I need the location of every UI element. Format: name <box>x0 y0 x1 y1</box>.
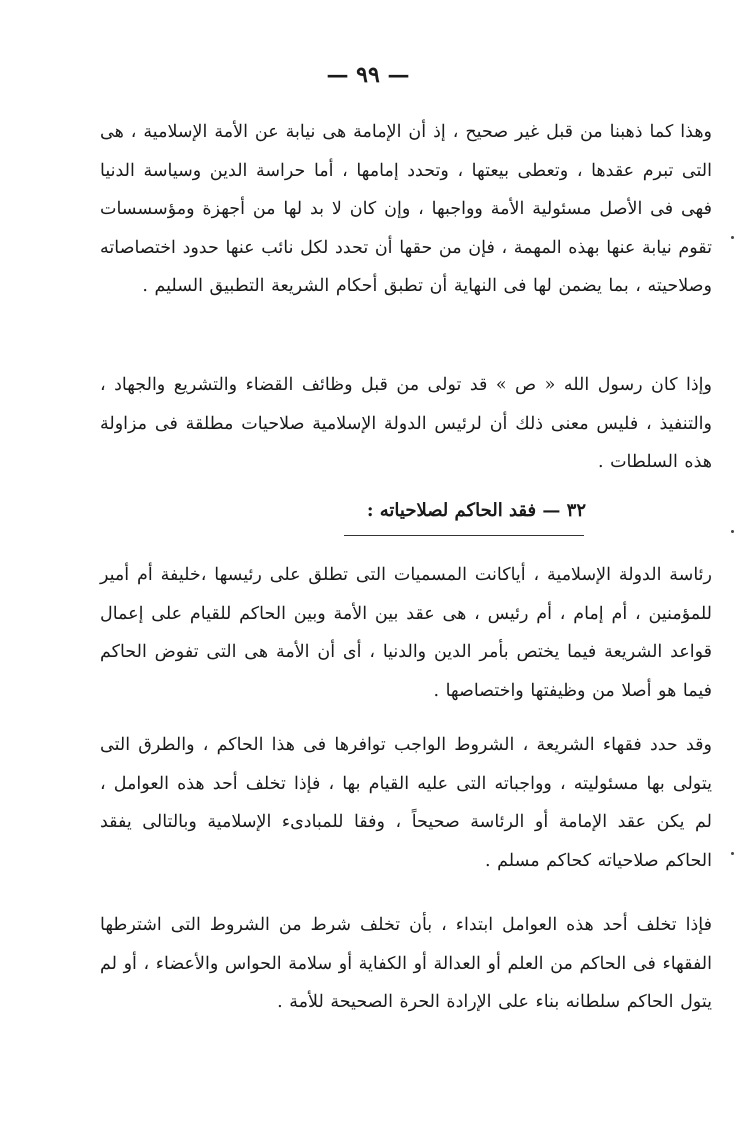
scan-speck <box>731 530 734 533</box>
page-number: — ٩٩ — <box>326 62 410 88</box>
paragraph-text: وهذا كما ذهبنا من قبل غير صحيح ، إذ أن الإمامة هى نيابة عن الأمة الإسلامية ، هى التى تبرم عقدها ، وتعطى بيعتها ، وتحدد إمامها ، أما حراسة الدين وسياسة الدنيا فهى فى الأصل مسئولية الأمة وواجبها ، وإن كان لا بد لها من أجهزة ومؤسسسات تقوم نيابة عنها بهذه المهمة ، فإن من حقها أن تحدد لكل نائب عنها حدود اختصاصاته وصلاحيته ، بما يضمن لها فى النهاية أن تطبق أحكام الشريعة التطبيق السليم . <box>100 122 712 297</box>
paragraph-3 <box>100 556 712 710</box>
scan-speck <box>731 236 734 239</box>
scan-speck <box>731 852 734 855</box>
paragraph-text: وقد حدد فقهاء الشريعة ، الشروط الواجب توافرها فى هذا الحاكم ، والطرق التى يتولى بها مسئوليته ، وواجباته التى عليه القيام بها ، فإذا تخلف أحد هذه العوامل ، لم يكن عقد الإمامة أو الرئاسة صحيحاً ، وفقا للمبادىء الإسلامية وبالتالى يفقد الحاكم صلاحياته كحاكم مسلم . <box>100 735 712 871</box>
paragraph-text: وإذا كان رسول الله « ص » قد تولى من قبل وظائف القضاء والتشريع والجهاد ، والتنفيذ ، فليس معنى ذلك أن لرئيس الدولة الإسلامية صلاحيات مطلقة فى مزاولة هذه السلطات . <box>100 375 712 473</box>
section-heading: ٣٢ — فقد الحاكم لصلاحياته : <box>366 500 586 521</box>
paragraph-text: رئاسة الدولة الإسلامية ، أياكانت المسميات التى تطلق على رئيسها ،خليفة أم أمير للمؤمنين ، أم إمام ، أم رئيس ، هى عقد بين الأمة وبين الحاكم للقيام على إعمال قواعد الشريعة فيما يختص بأمر الدين والدنيا ، أى أن الأمة هى التى تفوض الحاكم فيما هو أصلا من وظيفتها واختصاصها . <box>100 565 712 701</box>
paragraph-text: فإذا تخلف أحد هذه العوامل ابتداء ، بأن تخلف شرط من الشروط التى اشترطها الفقهاء فى الحاكم من العلم أو العدالة أو الكفاية أو سلامة الحواس والأعضاء ، أو لم يتول الحاكم سلطانه بناء على الإرادة الحرة الصحيحة للأمة . <box>100 915 712 1013</box>
paragraph-1 <box>100 113 712 306</box>
heading-underline <box>344 535 584 536</box>
paragraph-2 <box>100 366 712 482</box>
paragraph-4 <box>100 726 712 880</box>
paragraph-5 <box>100 906 712 1022</box>
